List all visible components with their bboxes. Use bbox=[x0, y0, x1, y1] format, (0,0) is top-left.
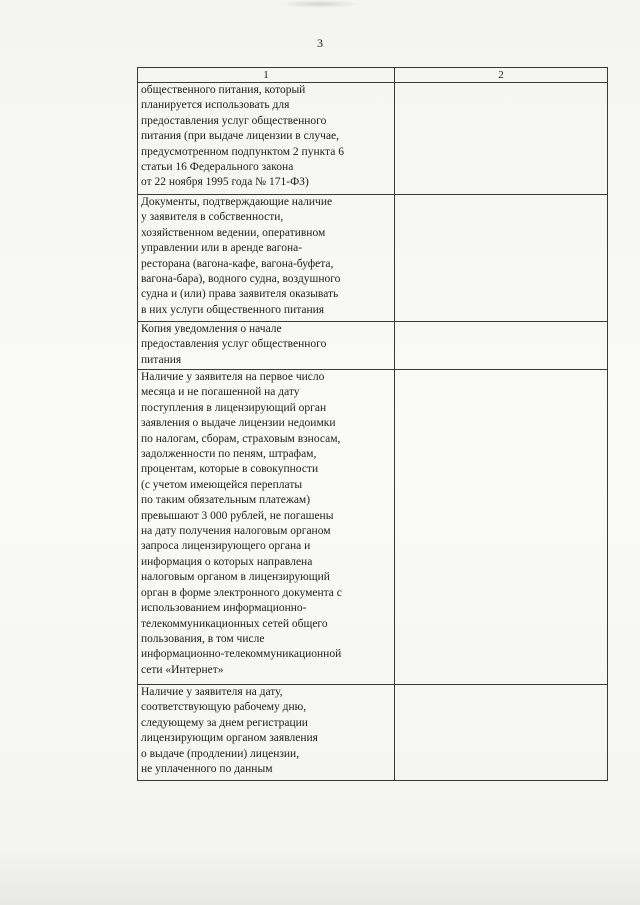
row-value bbox=[395, 370, 608, 685]
table-row bbox=[138, 685, 608, 781]
row-value bbox=[395, 685, 608, 781]
row-value bbox=[395, 195, 608, 322]
scan-artifact bbox=[280, 0, 360, 8]
table-row bbox=[138, 195, 608, 322]
table-row bbox=[138, 83, 608, 195]
table-header-row bbox=[138, 68, 608, 83]
column-header-2: 2 bbox=[395, 68, 608, 83]
table-row bbox=[138, 322, 608, 370]
column-header-1: 1 bbox=[138, 68, 395, 83]
row-description: общественного питания, который планируется использовать для предоставления услуг общественного питания (при выдаче лицензии в случае, предусмотренном подпунктом 2 пункта 6 статьи 16 Федерального закона от 22 ноября 1995 года № 171-ФЗ) bbox=[138, 83, 395, 195]
table-row bbox=[138, 370, 608, 685]
row-value bbox=[395, 83, 608, 195]
row-description: Наличие у заявителя на дату, соответствующую рабочему дню, следующему за днем регистрации лицензирующим органом заявления о выдаче (продлении) лицензии, не уплаченного по данным bbox=[138, 685, 395, 781]
row-description: Наличие у заявителя на первое число месяца и не погашенной на дату поступления в лицензирующий орган заявления о выдаче лицензии недоимки по налогам, сборам, страховым взносам, задолженности по пеням, штрафам, процентам, которые в совокупности (с учетом имеющейся переплаты по таким обязательным платежам) превышают 3 000 рублей, не погашены на дату получения налоговым органом запроса лицензирующего органа и информация о которых направлена налоговым органом в лицензирующий орган в форме электронного документа с использованием информационно- телекоммуникационных сетей общего пользования, в том числе информационно-телекоммуникационной сети «Интернет» bbox=[138, 370, 395, 685]
requirements-table bbox=[137, 67, 608, 781]
scan-shadow bbox=[0, 845, 640, 905]
row-description: Копия уведомления о начале предоставления услуг общественного питания bbox=[138, 322, 395, 370]
page-number: 3 bbox=[317, 36, 323, 50]
row-value bbox=[395, 322, 608, 370]
row-description: Документы, подтверждающие наличие у заявителя в собственности, хозяйственном ведении, оперативном управлении или в аренде вагона- ресторана (вагона-кафе, вагона-буфета, вагона-бара), водного судна, воздушного судна и (или) права заявителя оказывать в них услуги общественного питания bbox=[138, 195, 395, 322]
